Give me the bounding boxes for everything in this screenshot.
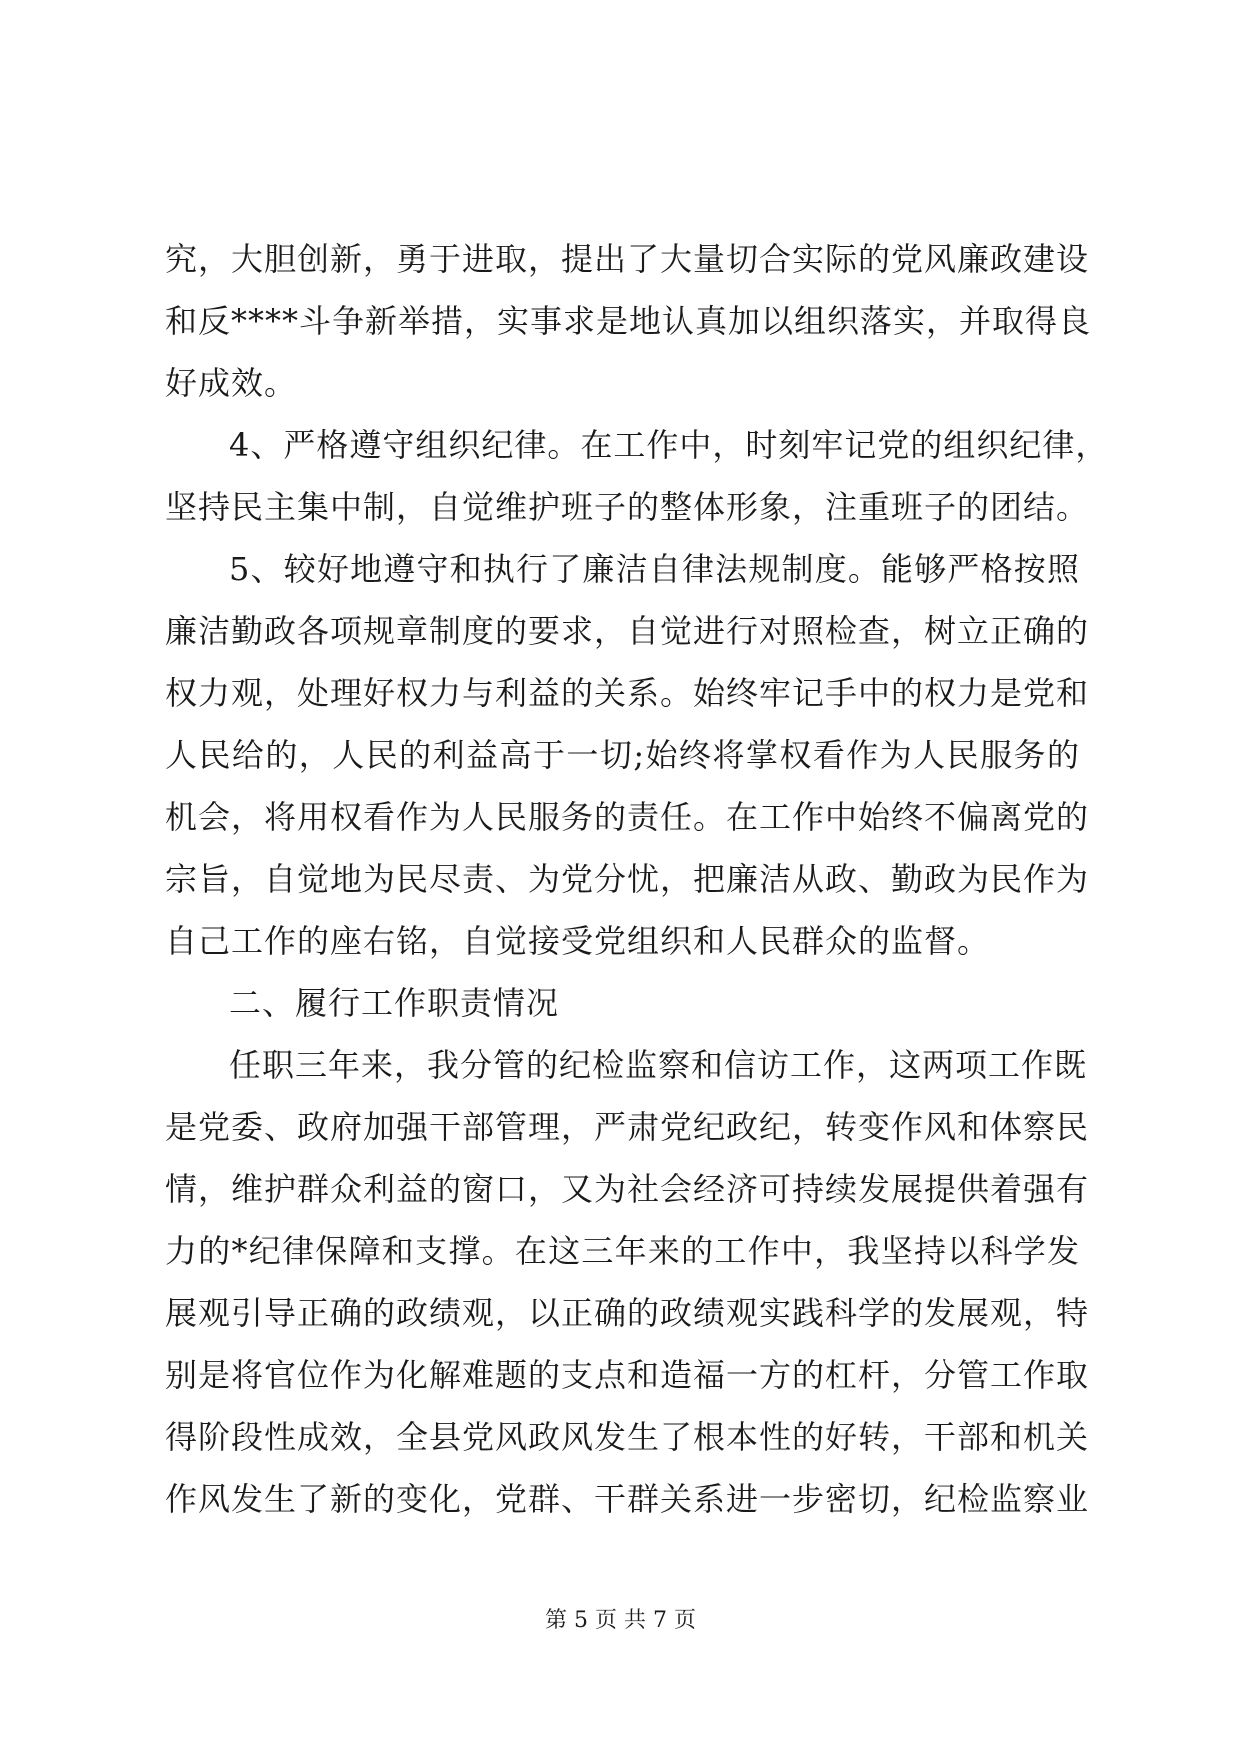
paragraph-line: 是党委、政府加强干部管理，严肃党纪政纪，转变作风和体察民: [165, 1108, 1090, 1146]
paragraph-line: 5、较好地遵守和执行了廉洁自律法规制度。能够严格按照: [229, 550, 1080, 588]
paragraph-line: 力的*纪律保障和支撑。在这三年来的工作中，我坚持以科学发: [165, 1232, 1080, 1270]
paragraph-line: 宗旨，自觉地为民尽责、为党分忧，把廉洁从政、勤政为民作为: [165, 860, 1090, 898]
paragraph-line: 究，大胆创新，勇于进取，提出了大量切合实际的党风廉政建设: [165, 240, 1090, 278]
paragraph-line: 得阶段性成效，全县党风政风发生了根本性的好转，干部和机关: [165, 1418, 1090, 1456]
page-number-footer: 第 5 页 共 7 页: [545, 1608, 696, 1633]
paragraph-line: 展观引导正确的政绩观，以正确的政绩观实践科学的发展观，特: [165, 1294, 1090, 1332]
paragraph-line: 好成效。: [165, 364, 298, 402]
paragraph-line: 别是将官位作为化解难题的支点和造福一方的杠杆，分管工作取: [165, 1356, 1090, 1394]
paragraph-line: 自己工作的座右铭，自觉接受党组织和人民群众的监督。: [165, 922, 991, 960]
body-text: [165, 228, 1109, 1530]
paragraph-line: 坚持民主集中制，自觉维护班子的整体形象，注重班子的团结。: [165, 488, 1090, 526]
paragraph-line: 作风发生了新的变化，党群、干群关系进一步密切，纪检监察业: [165, 1480, 1090, 1518]
paragraph-line: 任职三年来，我分管的纪检监察和信访工作，这两项工作既: [229, 1046, 1088, 1084]
paragraph-line: 情，维护群众利益的窗口，又为社会经济可持续发展提供着强有: [165, 1170, 1090, 1208]
paragraph-line: 机会，将用权看作为人民服务的责任。在工作中始终不偏离党的: [165, 798, 1090, 836]
paragraph-line: 4、严格遵守组织纪律。在工作中，时刻牢记党的组织纪律，: [229, 426, 1109, 464]
paragraph-line: 权力观，处理好权力与利益的关系。始终牢记手中的权力是党和: [165, 674, 1090, 712]
paragraph-line: 廉洁勤政各项规章制度的要求，自觉进行对照检查，树立正确的: [165, 612, 1090, 650]
paragraph-line: 和反****斗争新举措，实事求是地认真加以组织落实，并取得良: [165, 302, 1092, 340]
section-heading: 二、履行工作职责情况: [229, 984, 560, 1022]
paragraph-line: 人民给的，人民的利益高于一切;始终将掌权看作为人民服务的: [165, 736, 1080, 774]
